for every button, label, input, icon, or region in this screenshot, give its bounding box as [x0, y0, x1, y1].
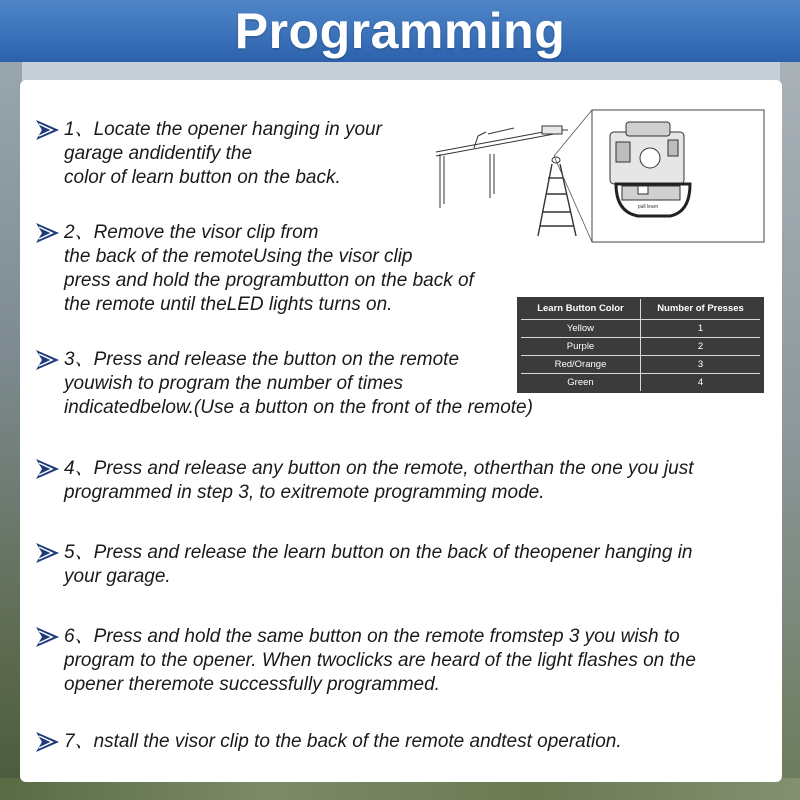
- table-cell: Red/Orange: [521, 355, 640, 373]
- step-text-line: programmed in step 3, to exitremote programming mode.: [64, 482, 545, 503]
- step-text-line: 7、nstall the visor clip to the back of the remote andtest operation.: [64, 731, 622, 752]
- step-text-line: the back of the remoteUsing the visor clip: [64, 246, 413, 267]
- chevron-right-icon: [34, 458, 62, 480]
- step-text-line: the remote until theLED lights turns on.: [64, 294, 393, 315]
- step-6-text: [64, 625, 696, 697]
- learn-button-table: [517, 297, 764, 393]
- chevron-right-icon: [34, 349, 62, 371]
- column-header: Learn Button Color: [521, 299, 640, 319]
- chevron-right-icon: [34, 626, 62, 648]
- chevron-right-icon: [34, 119, 62, 141]
- step-text-line: 2、Remove the visor clip from: [64, 222, 319, 243]
- opener-label: pull learn: [637, 204, 659, 210]
- table-row: [521, 373, 760, 391]
- header-banner: [0, 0, 800, 62]
- step-text-line: color of learn button on the back.: [64, 167, 341, 188]
- opener-unit: [610, 122, 690, 216]
- table-cell: 1: [640, 319, 760, 337]
- table-row: [521, 355, 760, 373]
- table-header-row: [521, 299, 760, 319]
- step-1-text: [64, 118, 382, 190]
- table-cell: Yellow: [521, 319, 640, 337]
- step-3: [34, 348, 533, 420]
- step-text-line: 3、Press and release the button on the remote: [64, 349, 460, 370]
- step-2-text: [64, 221, 474, 317]
- background-right: [780, 60, 800, 800]
- step-text-line: 1、Locate the opener hanging in your: [64, 119, 382, 140]
- table-cell: Purple: [521, 337, 640, 355]
- step-4-text: [64, 457, 694, 505]
- step-text-line: your garage.: [64, 566, 171, 587]
- step-7: [34, 730, 622, 754]
- chevron-right-icon: [34, 542, 62, 564]
- table-row: [521, 319, 760, 337]
- chevron-right-icon: [34, 731, 62, 753]
- table-row: [521, 337, 760, 355]
- step-text-line: 5、Press and release the learn button on the back of theopener hanging in: [64, 542, 693, 563]
- step-3-text: [64, 348, 533, 420]
- step-text-line: garage andidentify the: [64, 143, 253, 164]
- step-1: [34, 118, 382, 190]
- table-cell: 4: [697, 376, 704, 388]
- step-text-line: press and hold the programbutton on the back of: [64, 270, 474, 291]
- column-header: Number of Presses: [640, 299, 760, 319]
- step-2: [34, 221, 474, 317]
- garage-opener-illustration: [434, 108, 766, 244]
- table-cell: 2: [640, 337, 760, 355]
- step-5-text: [64, 541, 693, 589]
- chevron-right-icon: [34, 222, 62, 244]
- table-cell: Green: [521, 373, 640, 391]
- step-5: [34, 541, 693, 589]
- step-text-line: 4、Press and release any button on the remote, otherthan the one you just: [64, 458, 694, 479]
- step-7-text: [64, 730, 622, 754]
- step-text-line: 6、Press and hold the same button on the remote fromstep 3 you wish to: [64, 626, 680, 647]
- page-title: Programming: [234, 3, 566, 59]
- background-left: [0, 60, 22, 800]
- table-cell: 3: [640, 355, 760, 373]
- step-text-line: opener theremote successfully programmed.: [64, 674, 440, 695]
- step-6: [34, 625, 696, 697]
- step-text-line: youwish to program the number of times: [64, 373, 403, 394]
- step-text-line: indicatedbelow.(Use a button on the front of the remote): [64, 397, 533, 418]
- step-text-line: program to the opener. When twoclicks are heard of the light flashes on the: [64, 650, 696, 671]
- step-4: [34, 457, 694, 505]
- content-panel: [20, 80, 782, 782]
